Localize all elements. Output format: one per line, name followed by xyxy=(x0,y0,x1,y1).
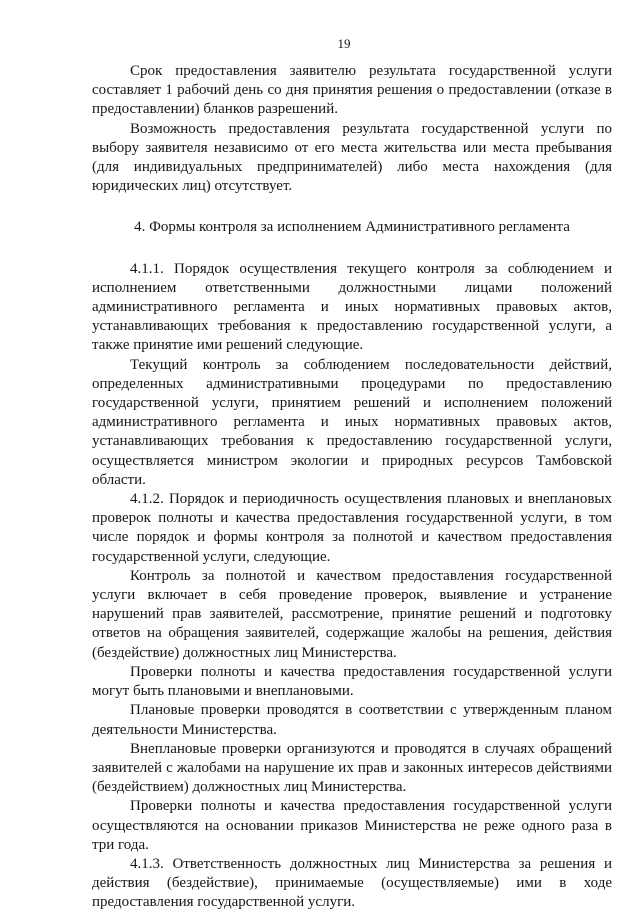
paragraph-inspection-types: Проверки полноты и качества предоставления государственной услуги могут быть плановыми и внеплановыми. xyxy=(92,663,612,700)
document-body xyxy=(92,62,612,913)
section-heading: 4. Формы контроля за исполнением Административного регламента xyxy=(134,219,570,236)
paragraph-quality-control: Контроль за полнотой и качеством предоставления государственной услуги включает в себя проведение проверок, выявление и устранение нарушений прав заявителей, рассмотрение, принятие решений и подготовку ответов на обращения заявителей, содержащие жалобы на решения, действия (бездействие) должностных лиц Министерства. xyxy=(92,567,612,661)
paragraph-current-control: Текущий контроль за соблюдением последовательности действий, определенных административными процедурами по предоставлению государственной услуги, принятием решений и исполнением положений административного регламента и иных нормативных правовых актов, устанавливающих требования к предоставлению государственной услуги, осуществляется министром экологии и природных ресурсов Тамбовской области. xyxy=(92,356,612,488)
paragraph-result-availability: Возможность предоставления результата государственной услуги по выбору заявителя независимо от его места жительства или места пребывания (для индивидуальных предпринимателей) либо места нахождения (для юридических лиц) отсутствует. xyxy=(92,120,612,195)
paragraph-unplanned-inspections: Внеплановые проверки организуются и проводятся в случаях обращений заявителей с жалобами на нарушение их прав и законных интересов действиями (бездействием) должностных лиц Министерства. xyxy=(92,740,612,796)
page-number: 19 xyxy=(337,36,351,51)
paragraph-4-1-1: 4.1.1. Порядок осуществления текущего контроля за соблюдением и исполнением ответственными должностными лицами положений административного регламента и иных нормативных правовых актов, устанавливающих требования к предоставлению государственной услуги, а также принятие ими решений следующие. xyxy=(92,260,612,354)
paragraph-4-1-2: 4.1.2. Порядок и периодичность осуществления плановых и внеплановых проверок полноты и качества предоставления государственной услуги, в том числе порядок и формы контроля за полнотой и качеством предоставления государственной услуги, следующие. xyxy=(92,491,612,565)
paragraph-4-1-3: 4.1.3. Ответственность должностных лиц Министерства за решения и действия (бездействие), принимаемые (осуществляемые) ими в ходе предоставления государственной услуги. xyxy=(92,855,612,911)
paragraph-inspection-frequency: Проверки полноты и качества предоставления государственной услуги осуществляются на основании приказов Министерства не реже одного раза в три года. xyxy=(92,798,612,853)
paragraph-planned-inspections: Плановые проверки проводятся в соответствии с утвержденным планом деятельности Министерства. xyxy=(92,702,612,738)
paragraph-result-term: Срок предоставления заявителю результата государственной услуги составляет 1 рабочий день со дня принятия решения о предоставлении (отказе в предоставлении) бланков разрешений. xyxy=(92,63,612,118)
